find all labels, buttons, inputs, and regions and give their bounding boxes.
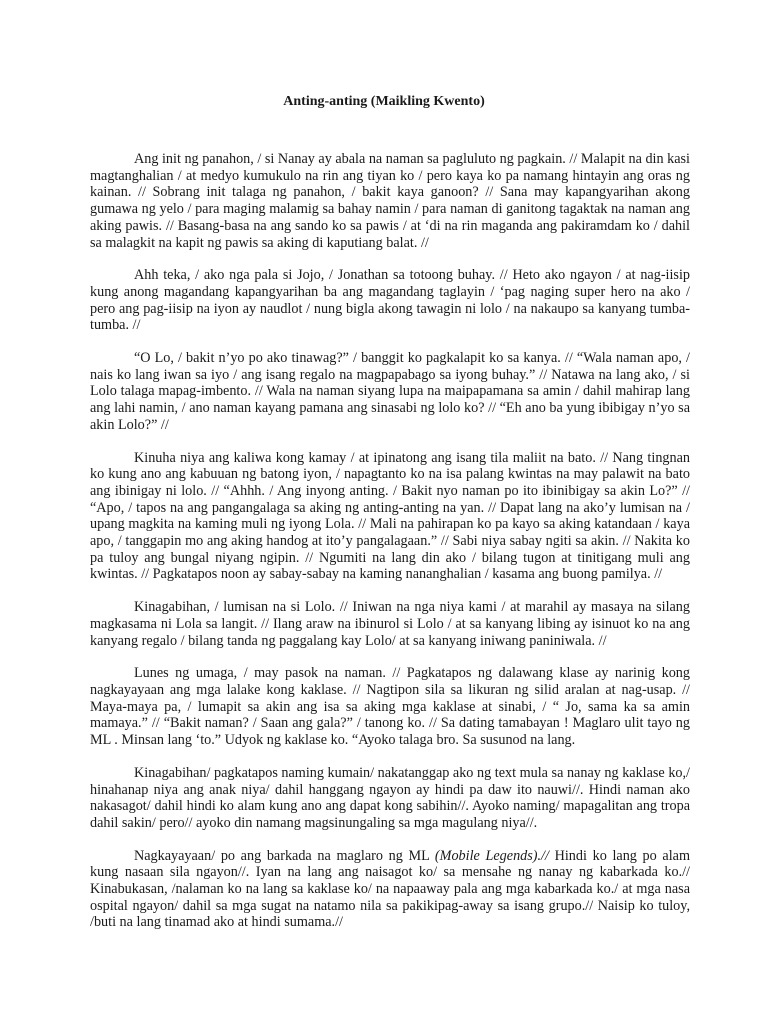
paragraph-4: Kinuha niya ang kaliwa kong kamay / at ipinatong ang isang tila maliit na bato. // Nang tingnan ko kung ano ang kabuuan ng batong iyon, / napagtanto ko na isa palang kwintas na may palawit na bato ang ibinigay ni lolo. // “Ahhh. / Ang inyong anting. / Bakit nyo naman po ito ibinibigay sa akin Lo?” // “Apo, / tapos na ang pangangalaga sa aking ng anting-anting na yan. // Dapat lang na ako’y lumisan na / upang magkita na kaming muli ng iyong Lola. // Mali na pahirapan ko pa kayo sa aking katandaan / kaya apo, / tanggapin mo ang aking handog at ito’y pangalagaan.” // Sabi niya sabay ngiti sa akin. // Nakita ko pa tuloy ang bungal niyang ngipin. // Ngumiti na lang din ako / bilang tugon at tinitigang muli ang kwintas. // Pagkatapos noon ay sabay-sabay na kaming nananghalian / kasama ang buong pamilya. // xyxy=(90,449,690,583)
paragraph-7: Kinagabihan/ pagkatapos naming kumain/ nakatanggap ako ng text mula sa nanay ng kaklase ko,/ hinahanap niya ang anak niya/ dahil hanggang ngayon ay hindi pa daw ito nauwi//. Hindi naman ako nakasagot/ dahil hindi ko alam kung ano ang dapat kong sabihin//. Ayoko naming/ mapagalitan ang tropa dahil sakin/ pero// ayoko din namang magsinungaling sa mga magulang niya//. xyxy=(90,764,690,831)
paragraph-2: Ahh teka, / ako nga pala si Jojo, / Jonathan sa totoong buhay. // Heto ako ngayon / at nag-iisip kung anong magandang kapangyarihan ba ang magandang taglayin / ‘pag naging super hero na ako / pero ang pag-iisip na iyon ay naudlot / nung bigla akong tawagin ni lolo / na nakaupo sa kanyang tumba-tumba. // xyxy=(90,267,690,334)
document-title: Anting-anting (Maikling Kwento) xyxy=(283,94,485,109)
paragraph-3: “O Lo, / bakit n’yo po ako tinawag?” / banggit ko pagkalapit ko sa kanya. // “Wala naman apo, / nais ko lang iwan sa iyo / ang isang regalo na magpapabago sa iyong buhay.” // Natawa na lang ako, / si Lolo talaga mapag-imbento. // Wala na naman siyang lupa na maipapamana sa amin / dahil mahirap lang ang lahi namin, / ano naman kayang pamana ang sinasabi ng lolo ko? // “Eh ano ba yung ibibigay n’yo sa akin Lolo?” // xyxy=(90,350,690,433)
paragraph-1: Ang init ng panahon, / si Nanay ay abala na naman sa pagluluto ng pagkain. // Malapit na din kasi magtanghalian / at medyo kumukulo na rin ang tiyan ko / pero kaya ko pa namang hintayin ang oras ng kainan. // Sobrang init talaga ng panahon, / bakit kaya ganoon? // Sana may kapangyarihan akong gumawa ng yelo / para maging malamig sa bahay namin / para naman di ganitong tagaktak na naman ang aking pawis. // Basang-basa na ang sando ko sa pawis / at ‘di na rin maganda ang pakiramdam ko / dahil sa malagkit na kapit ng pawis sa aking di kaputiang balat. // xyxy=(90,151,690,251)
paragraph-8-start: Nagkayayaan/ po ang barkada na maglaro ng ML xyxy=(134,847,435,864)
paragraph-6: Lunes ng umaga, / may pasok na naman. // Pagkatapos ng dalawang klase ay narinig kong nagkayayaan ang mga lalake kong kaklase. // Nagtipon sila sa likuran ng silid aralan at nag-usap. // Maya-maya pa, / lumapit sa akin ang isa sa aking mga kaklase at sinabi, / “ Jo, sama ka sa amin mamaya.” // “Bakit naman? / Saan ang gala?” / tanong ko. // Sa dating tamabayan ! Maglaro ulit tayo ng ML . Minsan lang ‘to.” Udyok ng kaklase ko. “Ayoko talaga bro. Sa susunod na lang. xyxy=(90,665,690,749)
story-body xyxy=(90,151,690,947)
paragraph-8-end: Hindi ko lang po alam kung nasaan sila ngayon//. Iyan na lang ang naisagot ko/ sa mensahe ng nanay ng kabarkada ko.// Kinabukasan, /nalaman ko na lang sa kaklase ko/ na napaaway pala ang mga kabarkada ko./ at mga nasa ospital ngayon/ dahil sa mga sugat na natamo nila sa pakikipag-away sa isang grupo.// Naisip ko tuloy, /buti na lang tinamad ako at hindi sumama.// xyxy=(90,847,690,931)
paragraph-8 xyxy=(90,848,690,932)
paragraph-8-italic: (Mobile Legends).// xyxy=(434,847,549,864)
paragraph-5: Kinagabihan, / lumisan na si Lolo. // Iniwan na nga niya kami / at marahil ay masaya na silang magkasama ni Lola sa langit. // Ilang araw na ibinurol si Lolo / at sa kanyang libing ay isinuot ko na ang kanyang regalo / bilang tanda ng paggalang kay Lolo/ at sa kanyang iniwang paniniwala. // xyxy=(90,599,690,649)
